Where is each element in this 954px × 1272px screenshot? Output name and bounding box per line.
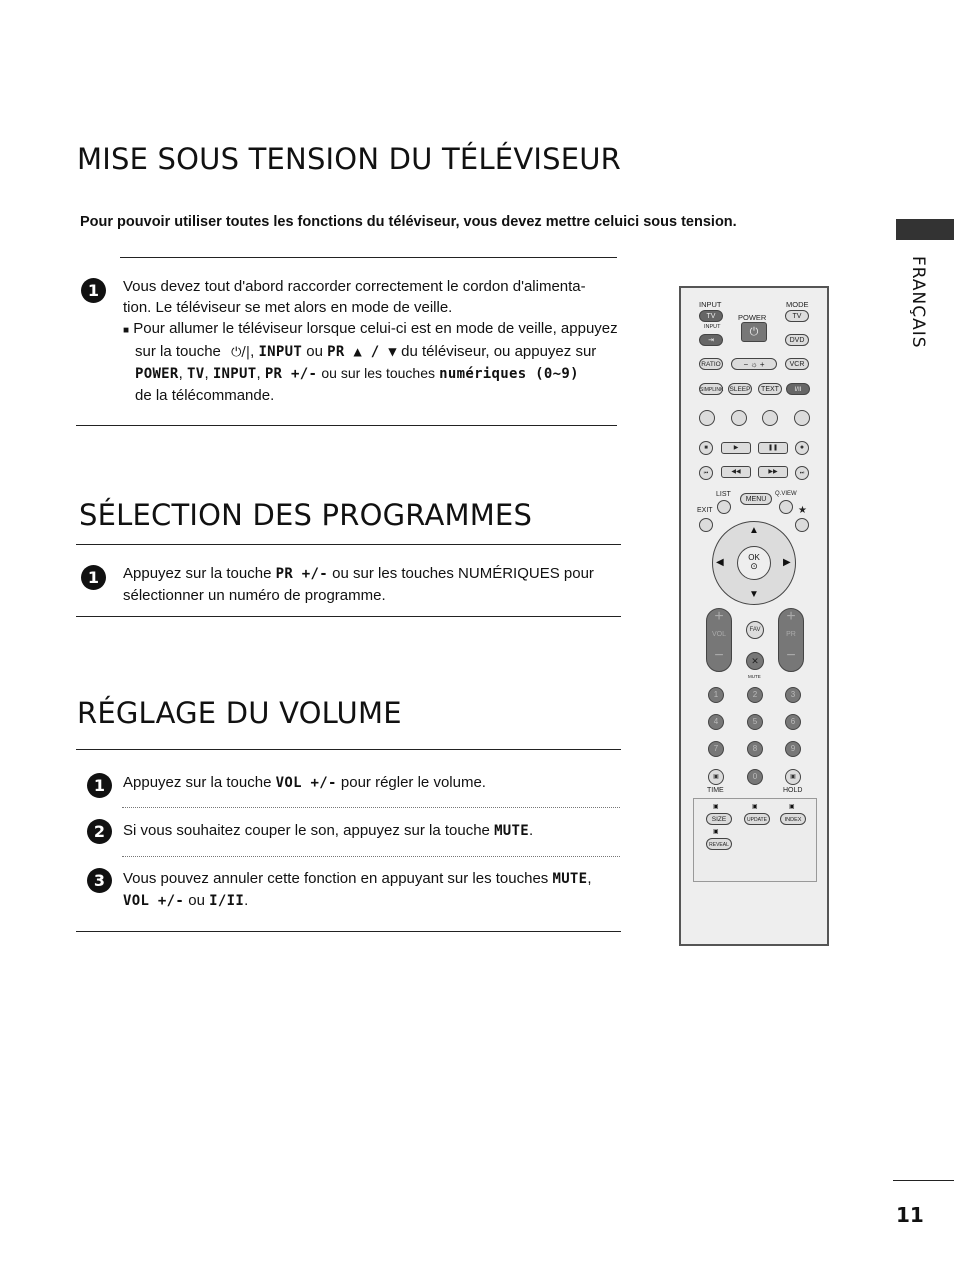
text: Appuyez sur la touche bbox=[123, 774, 272, 791]
step-number: 2 bbox=[87, 819, 112, 844]
remote-menu-button[interactable]: MENU bbox=[740, 493, 772, 505]
record-icon: ● bbox=[799, 444, 805, 451]
remote-text-button[interactable]: TEXT bbox=[758, 383, 782, 395]
text: . bbox=[529, 822, 534, 839]
text: du téléviseur, ou appuyez sur bbox=[401, 343, 597, 360]
programmes-step-text bbox=[123, 563, 594, 606]
power-bullet-line2 bbox=[123, 341, 623, 363]
pause-icon: ❚❚ bbox=[767, 444, 779, 451]
remote-input-small-label: INPUT bbox=[704, 324, 721, 330]
remote-digit-button[interactable]: 9 bbox=[785, 741, 801, 757]
remote-prev-button[interactable] bbox=[699, 466, 713, 480]
power-line1: Vous devez tout d'abord raccorder correctement le cordon d'alimenta- bbox=[123, 278, 586, 295]
skip-back-icon: ⏮ bbox=[703, 470, 709, 476]
keyword: INPUT bbox=[212, 366, 257, 382]
remote-tv-button[interactable]: TV bbox=[699, 310, 723, 322]
remote-digit-button[interactable]: 1 bbox=[708, 687, 724, 703]
remote-hold-button[interactable] bbox=[785, 769, 801, 785]
power-step-text bbox=[123, 276, 623, 406]
remote-ratio-button[interactable]: RATIO bbox=[699, 358, 723, 370]
text: , bbox=[204, 365, 209, 382]
divider bbox=[76, 616, 621, 617]
teletext-icon: ▣ bbox=[790, 774, 796, 780]
remote-dvd-button[interactable]: DVD bbox=[785, 334, 809, 346]
keyword: I/II bbox=[209, 893, 245, 909]
remote-rewind-button[interactable] bbox=[721, 466, 751, 478]
text: , bbox=[587, 870, 592, 887]
teletext-icon: ▣ bbox=[713, 774, 719, 780]
dotted-divider bbox=[122, 856, 620, 857]
remote-digit-button[interactable]: 8 bbox=[747, 741, 763, 757]
remote-play-button[interactable] bbox=[721, 442, 751, 454]
stop-icon: ■ bbox=[704, 445, 708, 451]
remote-simplink-button[interactable]: SIMPLINK bbox=[699, 383, 723, 395]
divider bbox=[76, 749, 621, 750]
step-number: 3 bbox=[87, 868, 112, 893]
remote-exit-button[interactable] bbox=[699, 518, 713, 532]
keyword: PR +/- bbox=[275, 566, 328, 582]
volume-step3-line1 bbox=[123, 868, 592, 890]
keyword: INPUT bbox=[258, 344, 303, 360]
remote-hold-label: HOLD bbox=[783, 787, 803, 794]
input-icon: ⇥ bbox=[708, 337, 714, 344]
section-title-programmes: SÉLECTION DES PROGRAMMES bbox=[79, 498, 533, 532]
remote-exit-label: EXIT bbox=[697, 507, 713, 514]
remote-forward-button[interactable] bbox=[758, 466, 788, 478]
remote-pr-label: PR bbox=[786, 631, 796, 638]
text: Appuyez sur la touche bbox=[123, 565, 272, 582]
power-symbol-icon: ⏻/| bbox=[231, 345, 251, 360]
step-number: 1 bbox=[87, 773, 112, 798]
keyword: numériques (0~9) bbox=[439, 366, 579, 382]
step-number: 1 bbox=[81, 278, 106, 303]
keyword: MUTE bbox=[494, 823, 529, 839]
text: , bbox=[250, 343, 255, 360]
remote-star-button[interactable] bbox=[795, 518, 809, 532]
step-number: 1 bbox=[81, 565, 106, 590]
minus-icon: − bbox=[786, 647, 796, 664]
text: Si vous souhaitez couper le son, appuyez sur la touche bbox=[123, 822, 490, 839]
dotted-divider bbox=[122, 807, 620, 808]
volume-step2-text bbox=[123, 820, 533, 842]
plus-icon: + bbox=[786, 608, 796, 625]
teletext-icon: ▣ bbox=[713, 829, 719, 835]
volume-step1-text bbox=[123, 772, 486, 794]
power-bullet-line1: Pour allumer le téléviseur lorsque celui-ci est en mode de veille, appuyez bbox=[133, 320, 618, 337]
remote-size-button[interactable]: SIZE bbox=[706, 813, 732, 825]
power-intro: Pour pouvoir utiliser toutes les fonctions du téléviseur, vous devez mettre celuici sous tension. bbox=[80, 214, 737, 230]
remote-input-label: INPUT bbox=[699, 300, 722, 309]
section-title-volume: RÉGLAGE DU VOLUME bbox=[77, 696, 402, 730]
remote-control bbox=[679, 286, 829, 946]
divider bbox=[893, 1180, 954, 1181]
remote-index-button[interactable]: INDEX bbox=[780, 813, 806, 825]
remote-qview-button[interactable] bbox=[779, 500, 793, 514]
remote-color-button[interactable] bbox=[699, 410, 715, 426]
remote-i-ii-button[interactable]: I/II bbox=[786, 383, 810, 395]
text: ou sur les touches NUMÉRIQUES pour bbox=[332, 565, 594, 582]
text: , bbox=[256, 365, 261, 382]
remote-time-label: TIME bbox=[707, 787, 724, 794]
divider bbox=[76, 931, 621, 932]
text: ou sur les touches bbox=[321, 365, 435, 381]
remote-list-label: LIST bbox=[716, 491, 731, 498]
mute-icon: ✕ bbox=[751, 656, 759, 666]
power-bullet-line4: de la télécommande. bbox=[135, 387, 275, 404]
up-arrow-icon: ▲ bbox=[749, 525, 759, 536]
remote-sleep-button[interactable]: SLEEP bbox=[728, 383, 752, 395]
remote-fav-button[interactable]: FAV bbox=[746, 621, 764, 639]
keyword: VOL +/- bbox=[123, 893, 185, 909]
keyword: PR +/- bbox=[264, 366, 318, 382]
keyword: PR ▲ / ▼ bbox=[327, 344, 397, 360]
plus-icon: + bbox=[714, 608, 724, 625]
remote-next-button[interactable] bbox=[795, 466, 809, 480]
remote-qview-label: Q.VIEW bbox=[775, 491, 797, 497]
remote-vol-rocker[interactable] bbox=[706, 608, 732, 672]
keyword: MUTE bbox=[552, 871, 588, 887]
remote-mode-label: MODE bbox=[786, 300, 809, 309]
keyword: POWER bbox=[135, 366, 179, 382]
language-label: FRANÇAIS bbox=[908, 256, 928, 349]
text: Vous pouvez annuler cette fonction en appuyant sur les touches bbox=[123, 870, 549, 887]
brightness-icon: − ☼ + bbox=[743, 360, 765, 369]
programmes-line2: sélectionner un numéro de programme. bbox=[123, 587, 386, 604]
remote-pause-button[interactable] bbox=[758, 442, 788, 454]
remote-teletext-panel bbox=[693, 798, 817, 882]
divider bbox=[76, 544, 621, 545]
right-arrow-icon: ▶ bbox=[783, 557, 791, 568]
remote-digit-button[interactable]: 2 bbox=[747, 687, 763, 703]
remote-reveal-button[interactable]: REVEAL bbox=[706, 838, 732, 850]
remote-stop-button[interactable] bbox=[699, 441, 713, 455]
remote-input-button[interactable] bbox=[699, 334, 723, 346]
remote-ok-label: OK bbox=[748, 553, 760, 562]
remote-record-button[interactable] bbox=[795, 441, 809, 455]
power-bullet bbox=[123, 318, 623, 341]
remote-digit-button[interactable]: 0 bbox=[747, 769, 763, 785]
remote-brightness-button[interactable] bbox=[731, 358, 777, 370]
remote-pr-rocker[interactable] bbox=[778, 608, 804, 672]
remote-update-button[interactable]: UPDATE bbox=[744, 813, 770, 825]
text: ou bbox=[306, 343, 323, 360]
remote-star-label: ★ bbox=[798, 505, 807, 516]
divider bbox=[76, 425, 617, 426]
remote-time-button[interactable] bbox=[708, 769, 724, 785]
down-arrow-icon: ▼ bbox=[749, 589, 759, 600]
remote-digit-button[interactable]: 4 bbox=[708, 714, 724, 730]
page-number: 11 bbox=[896, 1203, 924, 1227]
remote-color-button[interactable] bbox=[762, 410, 778, 426]
remote-vol-label: VOL bbox=[711, 631, 726, 638]
section-title-power: MISE SOUS TENSION DU TÉLÉVISEUR bbox=[77, 142, 622, 176]
teletext-icon: ▣ bbox=[752, 804, 758, 810]
remote-mute-label: MUTE bbox=[748, 674, 761, 679]
sidebar-tab bbox=[896, 219, 954, 240]
divider bbox=[120, 257, 617, 258]
remote-digit-button[interactable]: 7 bbox=[708, 741, 724, 757]
power-bullet-line3 bbox=[123, 363, 623, 385]
remote-digit-button[interactable]: 6 bbox=[785, 714, 801, 730]
remote-vcr-button[interactable]: VCR bbox=[785, 358, 809, 370]
text: sur la touche bbox=[135, 343, 221, 360]
programmes-line1 bbox=[123, 563, 594, 585]
forward-icon: ▶▶ bbox=[768, 468, 778, 475]
ok-dot-icon: ⊙ bbox=[750, 561, 758, 571]
remote-power-label: POWER bbox=[738, 313, 767, 322]
remote-digit-button[interactable]: 5 bbox=[747, 714, 763, 730]
keyword: VOL +/- bbox=[275, 775, 337, 791]
remote-power-button[interactable] bbox=[741, 322, 767, 342]
play-icon: ▶ bbox=[733, 444, 739, 451]
volume-step3-text bbox=[123, 868, 592, 912]
remote-nav-ring[interactable] bbox=[712, 521, 796, 605]
teletext-icon: ▣ bbox=[789, 804, 795, 810]
text: pour régler le volume. bbox=[340, 774, 486, 791]
keyword: TV bbox=[187, 366, 205, 382]
text: ou bbox=[188, 892, 205, 909]
remote-digit-button[interactable]: 3 bbox=[785, 687, 801, 703]
text: . bbox=[244, 892, 249, 909]
remote-color-button[interactable] bbox=[794, 410, 810, 426]
remote-mute-button[interactable] bbox=[746, 652, 764, 670]
remote-ok-button[interactable] bbox=[737, 546, 771, 580]
volume-step3-line2 bbox=[123, 890, 592, 912]
minus-icon: − bbox=[714, 647, 724, 664]
power-icon: ⏻ bbox=[749, 325, 759, 338]
teletext-icon: ▣ bbox=[713, 804, 719, 810]
remote-color-button[interactable] bbox=[731, 410, 747, 426]
text: , bbox=[178, 365, 183, 382]
power-line2: tion. Le téléviseur se met alors en mode de veille. bbox=[123, 299, 453, 316]
skip-forward-icon: ⏭ bbox=[799, 470, 805, 476]
left-arrow-icon: ◀ bbox=[716, 557, 724, 568]
bullet-square: ■ bbox=[123, 325, 130, 336]
rewind-icon: ◀◀ bbox=[731, 468, 741, 475]
remote-list-button[interactable] bbox=[717, 500, 731, 514]
remote-mode-tv-button[interactable]: TV bbox=[785, 310, 809, 322]
